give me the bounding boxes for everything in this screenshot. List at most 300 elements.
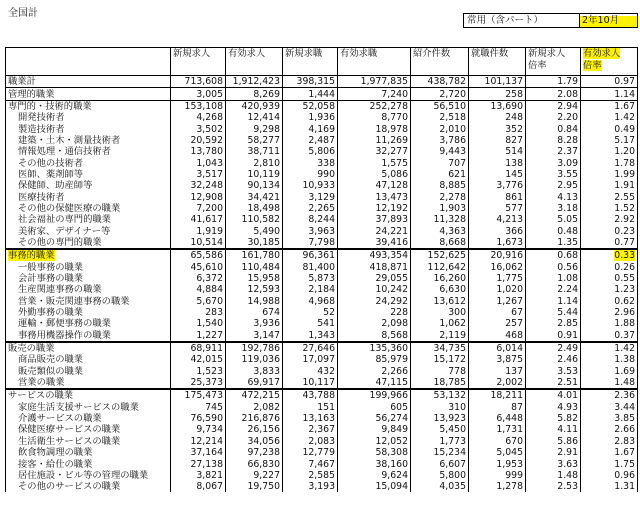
cell-value: 3,517	[171, 169, 226, 180]
cell-value: 4,968	[283, 296, 338, 307]
cell-value: 999	[469, 470, 526, 481]
table-row	[6, 157, 638, 168]
cell-value: 3.53	[526, 366, 581, 377]
cell-value: 5,873	[283, 273, 338, 284]
table-row	[6, 273, 638, 284]
cell-value: 15,234	[411, 447, 469, 458]
cell-value: 58,277	[226, 135, 283, 146]
row-label: 専門的・技術的職業	[6, 100, 171, 112]
cell-value: 420,939	[226, 100, 283, 112]
cell-value: 8,067	[171, 481, 226, 492]
cell-value: 310	[411, 402, 469, 413]
cell-value: 56,274	[338, 413, 411, 424]
row-label: 外勤事務の職業	[6, 307, 171, 318]
cell-value: 6,607	[411, 458, 469, 469]
cell-value: 119,036	[226, 354, 283, 365]
cell-value: 2.94	[526, 100, 581, 112]
cell-value: 1,936	[283, 112, 338, 123]
cell-value: 352	[469, 123, 526, 134]
period-label: 2年10月	[580, 14, 637, 27]
row-label: 接客・給仕の職業	[6, 458, 171, 469]
cell-value: 96,361	[283, 249, 338, 261]
cell-value: 5,800	[411, 470, 469, 481]
cell-value: 3,502	[171, 123, 226, 134]
row-label: サービスの職業	[6, 389, 171, 401]
cell-value: 3.85	[581, 413, 638, 424]
cell-value: 10,933	[283, 180, 338, 191]
cell-value: 1.20	[581, 146, 638, 157]
cell-value: 1.78	[581, 157, 638, 168]
row-label: 事務用機器操作の職業	[6, 330, 171, 342]
row-label: その他の技術者	[6, 157, 171, 168]
cell-value: 0.97	[581, 76, 638, 88]
cell-value: 4,363	[411, 225, 469, 236]
table-row	[6, 146, 638, 157]
cell-value: 199,966	[338, 389, 411, 401]
cell-value: 248	[469, 112, 526, 123]
cell-value: 778	[411, 366, 469, 377]
table-row	[6, 112, 638, 123]
cell-value: 1.42	[581, 342, 638, 354]
row-label: 商品販売の職業	[6, 354, 171, 365]
cell-value: 24,221	[338, 225, 411, 236]
cell-value: 6,372	[171, 273, 226, 284]
cell-value: 10,119	[226, 169, 283, 180]
cell-value: 2,266	[338, 366, 411, 377]
cell-value: 32,277	[338, 146, 411, 157]
cell-value: 1.52	[581, 203, 638, 214]
cell-value: 81,400	[283, 262, 338, 273]
cell-value: 27,646	[283, 342, 338, 354]
cell-value: 216,876	[226, 413, 283, 424]
cell-value: 1.23	[581, 284, 638, 295]
cell-value: 1.14	[581, 88, 638, 100]
cell-value: 418,871	[338, 262, 411, 273]
cell-value: 2.51	[526, 377, 581, 389]
cell-value: 2,002	[469, 377, 526, 389]
row-label: 販売の職業	[6, 342, 171, 354]
cell-value: 112,642	[411, 262, 469, 273]
row-label: 営業の職業	[6, 377, 171, 389]
cell-value: 3,147	[226, 330, 283, 342]
row-label: 医師、薬剤師等	[6, 169, 171, 180]
cell-value: 12,192	[338, 203, 411, 214]
cell-value: 18,785	[411, 377, 469, 389]
cell-value: 2,119	[411, 330, 469, 342]
cell-value: 2.08	[526, 88, 581, 100]
page-title: 全国計	[8, 8, 38, 19]
cell-value: 2,585	[283, 470, 338, 481]
cell-value: 5.82	[526, 413, 581, 424]
cell-value: 0.26	[581, 262, 638, 273]
cell-value: 56,510	[411, 100, 469, 112]
table-row	[6, 88, 638, 100]
cell-value: 13,690	[469, 100, 526, 112]
cell-value: 3,963	[283, 225, 338, 236]
cell-value: 13,923	[411, 413, 469, 424]
cell-value: 3,193	[283, 481, 338, 492]
cell-value: 438,782	[411, 76, 469, 88]
cell-value: 8,770	[338, 112, 411, 123]
cell-value: 38,160	[338, 458, 411, 469]
cell-value: 283	[171, 307, 226, 318]
cell-value: 11,269	[338, 135, 411, 146]
cell-value: 135,360	[338, 342, 411, 354]
cell-value: 8,244	[283, 214, 338, 225]
cell-value: 3.55	[526, 169, 581, 180]
cell-value: 45,610	[171, 262, 226, 273]
cell-value: 0.96	[581, 470, 638, 481]
cell-value: 1,227	[171, 330, 226, 342]
table-row	[6, 76, 638, 88]
cell-value: 175,473	[171, 389, 226, 401]
cell-value: 18,211	[469, 389, 526, 401]
cell-value: 1,953	[469, 458, 526, 469]
cell-value: 5,045	[469, 447, 526, 458]
cell-value: 398,315	[283, 76, 338, 88]
cell-value: 1,775	[469, 273, 526, 284]
cell-value: 5,670	[171, 296, 226, 307]
row-label: 家庭生活支援サービスの職業	[6, 402, 171, 413]
row-label: その他の保健医療の職業	[6, 203, 171, 214]
cell-value: 2.96	[581, 307, 638, 318]
cell-value: 3,129	[283, 191, 338, 202]
table-row	[6, 203, 638, 214]
cell-value: 9,849	[338, 424, 411, 435]
cell-value: 20,916	[469, 249, 526, 261]
cell-value: 5,450	[411, 424, 469, 435]
row-label: 製造技術者	[6, 123, 171, 134]
cell-value: 707	[411, 157, 469, 168]
cell-value: 2,010	[411, 123, 469, 134]
table-row	[6, 342, 638, 354]
cell-value: 6,630	[411, 284, 469, 295]
cell-value: 9,227	[226, 470, 283, 481]
cell-value: 2.46	[526, 354, 581, 365]
cell-value: 4,884	[171, 284, 226, 295]
cell-value: 1,540	[171, 318, 226, 329]
cell-value: 24,292	[338, 296, 411, 307]
cell-value: 5.44	[526, 307, 581, 318]
cell-value: 2.55	[581, 191, 638, 202]
cell-value: 12,214	[171, 436, 226, 447]
cell-value: 47,115	[338, 377, 411, 389]
table-row	[6, 284, 638, 295]
cell-value: 514	[469, 146, 526, 157]
cell-value: 2.83	[581, 436, 638, 447]
row-label: 介護サービスの職業	[6, 413, 171, 424]
cell-value: 15,094	[338, 481, 411, 492]
cell-value: 338	[283, 157, 338, 168]
cell-value: 1.67	[581, 447, 638, 458]
cell-value: 8,885	[411, 180, 469, 191]
cell-value: 13,473	[338, 191, 411, 202]
cell-value: 110,484	[226, 262, 283, 273]
cell-value: 366	[469, 225, 526, 236]
highlighted-label: 事務的職業	[8, 250, 55, 262]
cell-value: 2.36	[581, 389, 638, 401]
cell-value: 1.79	[526, 76, 581, 88]
cell-value: 53,132	[411, 389, 469, 401]
cell-value: 2.24	[526, 284, 581, 295]
cell-value: 2,083	[283, 436, 338, 447]
cell-value: 3,776	[469, 180, 526, 191]
cell-value: 1.35	[526, 237, 581, 249]
table-row	[6, 180, 638, 191]
cell-value: 1.99	[581, 169, 638, 180]
cell-value: 4.01	[526, 389, 581, 401]
cell-value: 2.85	[526, 318, 581, 329]
cell-value: 1.48	[581, 377, 638, 389]
cell-value: 13,163	[283, 413, 338, 424]
highlighted-value: 0.33	[614, 250, 635, 262]
cell-value: 4,035	[411, 481, 469, 492]
cell-value: 674	[226, 307, 283, 318]
cell-value: 7,467	[283, 458, 338, 469]
cell-value: 2,720	[411, 88, 469, 100]
table-row	[6, 389, 638, 401]
cell-value: 1,731	[469, 424, 526, 435]
cell-value: 19,750	[226, 481, 283, 492]
cell-value: 1,020	[469, 284, 526, 295]
cell-value: 37,164	[171, 447, 226, 458]
cell-value: 1,343	[283, 330, 338, 342]
row-label: 生活衛生サービスの職業	[6, 436, 171, 447]
cell-value: 18,498	[226, 203, 283, 214]
cell-value: 1,062	[411, 318, 469, 329]
cell-value: 0.55	[581, 273, 638, 284]
row-label: 一般事務の職業	[6, 262, 171, 273]
cell-value: 541	[283, 318, 338, 329]
cell-value: 7,200	[171, 203, 226, 214]
cell-value: 43,788	[283, 389, 338, 401]
cell-value: 12,593	[226, 284, 283, 295]
cell-value: 152,625	[411, 249, 469, 261]
table-row	[6, 225, 638, 236]
cell-value: 12,779	[283, 447, 338, 458]
cell-value: 0.84	[526, 123, 581, 134]
cell-value: 472,215	[226, 389, 283, 401]
cell-value: 1,043	[171, 157, 226, 168]
cell-value: 25,373	[171, 377, 226, 389]
cell-value: 13,780	[171, 146, 226, 157]
cell-value: 67	[469, 307, 526, 318]
cell-value: 1.31	[581, 481, 638, 492]
cell-value: 2.49	[526, 342, 581, 354]
cell-value: 1,444	[283, 88, 338, 100]
cell-value: 5,490	[226, 225, 283, 236]
cell-value: 1.88	[581, 318, 638, 329]
cell-value: 137	[469, 366, 526, 377]
table-row	[6, 424, 638, 435]
cell-value: 153,108	[171, 100, 226, 112]
table-row	[6, 447, 638, 458]
cell-value: 87	[469, 402, 526, 413]
cell-value: 18,978	[338, 123, 411, 134]
employment-type-label: 常用（含パート）	[464, 14, 580, 27]
cell-value: 3,875	[469, 354, 526, 365]
cell-value: 15,958	[226, 273, 283, 284]
cell-value: 5.05	[526, 214, 581, 225]
cell-value: 1,773	[411, 436, 469, 447]
cell-value: 27,138	[171, 458, 226, 469]
cell-value: 97,238	[226, 447, 283, 458]
table-row	[6, 318, 638, 329]
row-label: 職業計	[6, 76, 171, 88]
table-row	[6, 296, 638, 307]
cell-value: 1.48	[526, 470, 581, 481]
cell-value: 1,977,835	[338, 76, 411, 88]
column-header: 有効求人	[226, 48, 283, 76]
row-label: 建築・土木・測量技術者	[6, 135, 171, 146]
cell-value: 6,448	[469, 413, 526, 424]
cell-value: 151	[283, 402, 338, 413]
cell-value: 2,367	[283, 424, 338, 435]
cell-value: 52,058	[283, 100, 338, 112]
row-label: 販売類似の職業	[6, 366, 171, 377]
cell-value: 2,518	[411, 112, 469, 123]
cell-value: 13,612	[411, 296, 469, 307]
row-label: 管理的職業	[6, 88, 171, 100]
table-row	[6, 481, 638, 492]
cell-value: 0.37	[581, 330, 638, 342]
row-label: その他のサービスの職業	[6, 481, 171, 492]
row-label: 保健医療サービスの職業	[6, 424, 171, 435]
cell-value: 20,592	[171, 135, 226, 146]
cell-value: 7,798	[283, 237, 338, 249]
cell-value: 4.11	[526, 424, 581, 435]
cell-value: 29,055	[338, 273, 411, 284]
cell-value: 2,098	[338, 318, 411, 329]
cell-value: 9,624	[338, 470, 411, 481]
cell-value: 138	[469, 157, 526, 168]
cell-value: 38,711	[226, 146, 283, 157]
cell-value: 252,278	[338, 100, 411, 112]
cell-value: 9,443	[411, 146, 469, 157]
cell-value: 4,268	[171, 112, 226, 123]
cell-value: 827	[469, 135, 526, 146]
column-header: 有効求職	[338, 48, 411, 76]
cell-value: 3,786	[411, 135, 469, 146]
cell-value: 2.91	[526, 447, 581, 458]
cell-value: 432	[283, 366, 338, 377]
cell-value: 1,903	[411, 203, 469, 214]
cell-value: 26,156	[226, 424, 283, 435]
cell-value: 34,421	[226, 191, 283, 202]
cell-value: 16,062	[469, 262, 526, 273]
cell-value: 1,523	[171, 366, 226, 377]
cell-value: 9,734	[171, 424, 226, 435]
table-row	[6, 249, 638, 261]
table-row	[6, 436, 638, 447]
column-header: 就職件数	[469, 48, 526, 76]
cell-value: 2,265	[283, 203, 338, 214]
cell-value: 621	[411, 169, 469, 180]
cell-value: 0.23	[581, 225, 638, 236]
cell-value: 3.63	[526, 458, 581, 469]
cell-value: 5.86	[526, 436, 581, 447]
column-header: 紹介件数	[411, 48, 469, 76]
cell-value: 861	[469, 191, 526, 202]
cell-value: 5,806	[283, 146, 338, 157]
row-label: 居住施設・ビル等の管理の職業	[6, 470, 171, 481]
cell-value: 228	[338, 307, 411, 318]
cell-value	[581, 249, 638, 261]
row-label: 保健師、助産師等	[6, 180, 171, 191]
cell-value: 2,278	[411, 191, 469, 202]
cell-value: 2.66	[581, 424, 638, 435]
cell-value: 990	[283, 169, 338, 180]
cell-value: 32,248	[171, 180, 226, 191]
report-meta	[463, 13, 638, 28]
row-label	[6, 249, 171, 261]
cell-value: 9,298	[226, 123, 283, 134]
table-row	[6, 262, 638, 273]
cell-value: 6,014	[469, 342, 526, 354]
row-label: 情報処理・通信技術者	[6, 146, 171, 157]
cell-value: 2.92	[581, 214, 638, 225]
table-row	[6, 366, 638, 377]
cell-value: 713,608	[171, 76, 226, 88]
cell-value: 10,514	[171, 237, 226, 249]
cell-value: 0.91	[526, 330, 581, 342]
cell-value: 85,979	[338, 354, 411, 365]
cell-value: 11,328	[411, 214, 469, 225]
cell-value: 69,917	[226, 377, 283, 389]
cell-value: 468	[469, 330, 526, 342]
cell-value: 2,184	[283, 284, 338, 295]
table-row	[6, 100, 638, 112]
cell-value: 4.93	[526, 402, 581, 413]
cell-value: 1.42	[581, 112, 638, 123]
cell-value: 670	[469, 436, 526, 447]
cell-value: 145	[469, 169, 526, 180]
row-label: 開発技術者	[6, 112, 171, 123]
cell-value: 5,086	[338, 169, 411, 180]
cell-value: 12,414	[226, 112, 283, 123]
cell-value: 3,936	[226, 318, 283, 329]
cell-value: 47,128	[338, 180, 411, 191]
row-label: 飲食物調理の職業	[6, 447, 171, 458]
cell-value: 39,416	[338, 237, 411, 249]
row-label: 社会福祉の専門的職業	[6, 214, 171, 225]
cell-value: 1.38	[581, 354, 638, 365]
cell-value: 42,015	[171, 354, 226, 365]
cell-value: 1.75	[581, 458, 638, 469]
cell-value: 8.28	[526, 135, 581, 146]
column-header	[6, 48, 171, 76]
cell-value: 2,082	[226, 402, 283, 413]
cell-value: 65,586	[171, 249, 226, 261]
table-header-row	[6, 48, 638, 76]
cell-value: 34,056	[226, 436, 283, 447]
column-header: 新規求人 倍率	[526, 48, 581, 76]
cell-value: 577	[469, 203, 526, 214]
cell-value: 5.17	[581, 135, 638, 146]
cell-value: 1.69	[581, 366, 638, 377]
cell-value: 1,575	[338, 157, 411, 168]
cell-value: 0.48	[526, 225, 581, 236]
row-label: 医療技術者	[6, 191, 171, 202]
cell-value: 1,673	[469, 237, 526, 249]
table-row	[6, 330, 638, 342]
table-row	[6, 123, 638, 134]
cell-value: 30,185	[226, 237, 283, 249]
table-row	[6, 402, 638, 413]
cell-value: 3.44	[581, 402, 638, 413]
table-row	[6, 413, 638, 424]
table-row	[6, 169, 638, 180]
